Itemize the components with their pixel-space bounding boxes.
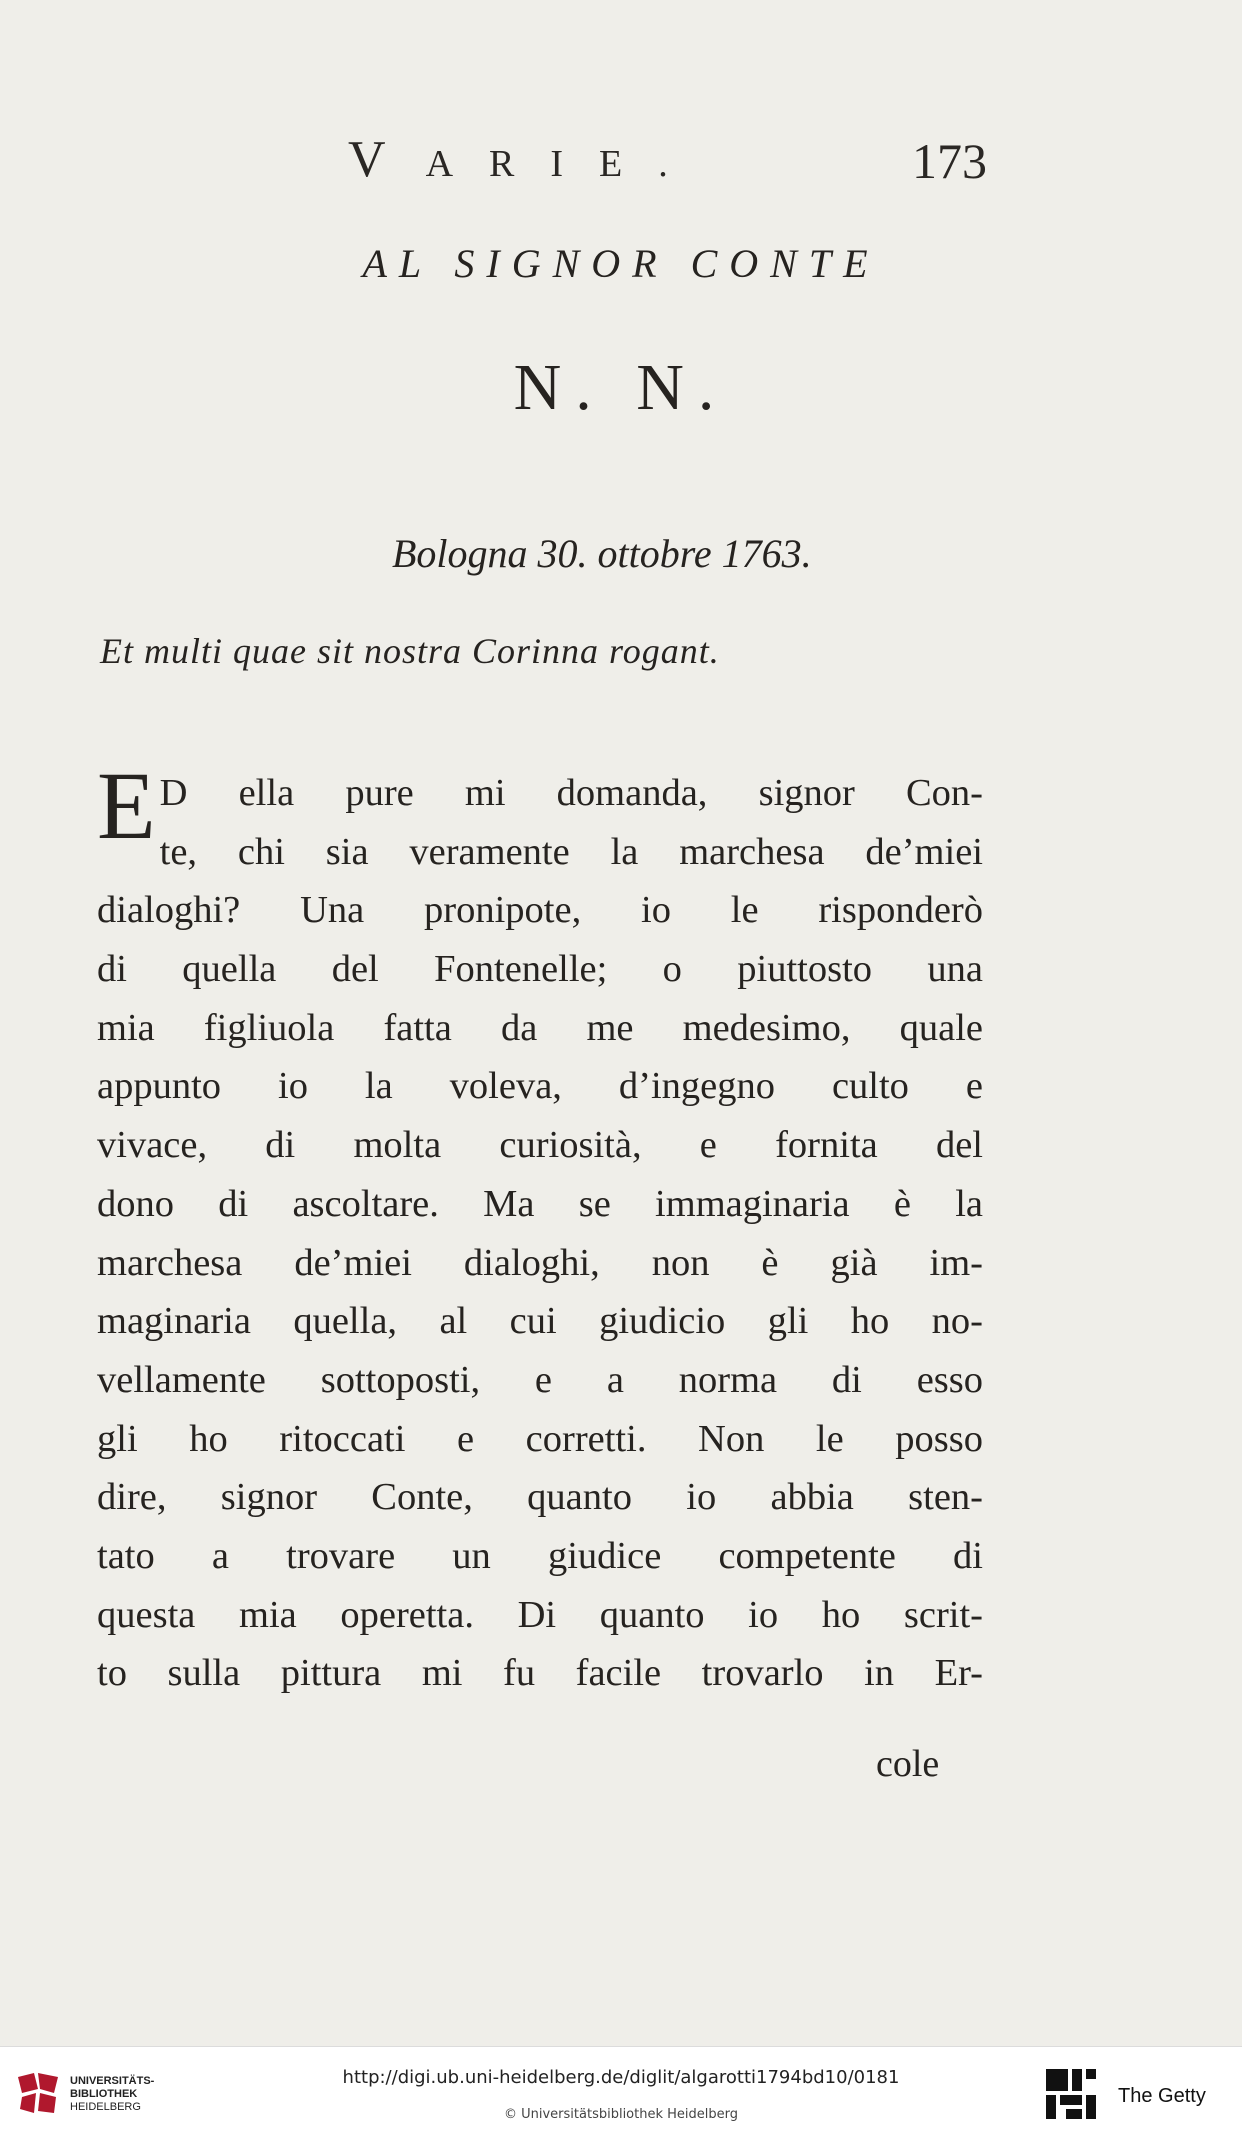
- text-line: maginaria quella, al cui giudicio gli ho no-: [97, 1300, 983, 1343]
- letter-body: [97, 752, 983, 1703]
- text-line: tato a trovare un giudice competente di: [97, 1534, 983, 1577]
- title-line-2: N. N.: [513, 351, 729, 424]
- dateline: Bologna 30. ottobre 1763.: [392, 531, 812, 576]
- text-line: vivace, di molta curiosità, e fornita del: [97, 1124, 983, 1167]
- viewer-footer: [0, 2046, 1242, 2137]
- text-line: to sulla pittura mi fu facile trovarlo in Er-: [97, 1652, 983, 1695]
- library-name-line-2: BIBLIOTHEK: [70, 2088, 138, 2100]
- running-head: [348, 130, 704, 189]
- library-name-line-3: HEIDELBERG: [70, 2101, 141, 2113]
- text-line: vellamente sottoposti, e a norma di esso: [97, 1358, 983, 1401]
- page-number: 173: [912, 133, 987, 189]
- permalink-url[interactable]: http://digi.ub.uni-heidelberg.de/diglit/algarotti1794bd10/0181: [342, 2067, 900, 2088]
- getty-label: The Getty: [1118, 2085, 1206, 2107]
- library-name-line-1: UNIVERSITÄTS-: [70, 2075, 155, 2087]
- epigraph: Et multi quae sit nostra Corinna rogant.: [100, 631, 720, 671]
- text-line: te, chi sia veramente la marchesa de’miei: [159, 830, 983, 873]
- copyright-notice: © Universitätsbibliothek Heidelberg: [503, 2107, 738, 2122]
- catchword: cole: [876, 1743, 940, 1785]
- running-head-initial: V: [348, 131, 426, 188]
- text-line: appunto io la voleva, d’ingegno culto e: [97, 1065, 983, 1108]
- drop-cap: E: [97, 752, 156, 859]
- text-line: gli ho ritoccati e corretti. Non le posso: [97, 1417, 983, 1460]
- title-line-1: AL SIGNOR CONTE: [362, 241, 880, 286]
- text-line: marchesa de’miei dialoghi, non è già im-: [97, 1241, 983, 1284]
- text-line: D ella pure mi domanda, signor Con-: [159, 772, 983, 814]
- text-line: questa mia operetta. Di quanto io ho scrit-: [97, 1593, 983, 1636]
- getty-mark-icon: [1044, 2067, 1098, 2121]
- page-header: [0, 130, 1242, 190]
- text-line: dialoghi? Una pronipote, io le risponderò: [97, 889, 983, 932]
- running-head-rest: ARIE.: [425, 143, 704, 185]
- text-line: mia figliuola fatta da me medesimo, quale: [97, 1006, 983, 1049]
- text-line: di quella del Fontenelle; o piuttosto una: [97, 948, 983, 991]
- text-line: dono di ascoltare. Ma se immaginaria è la: [97, 1182, 983, 1225]
- text-line: dire, signor Conte, quanto io abbia sten-: [97, 1476, 983, 1519]
